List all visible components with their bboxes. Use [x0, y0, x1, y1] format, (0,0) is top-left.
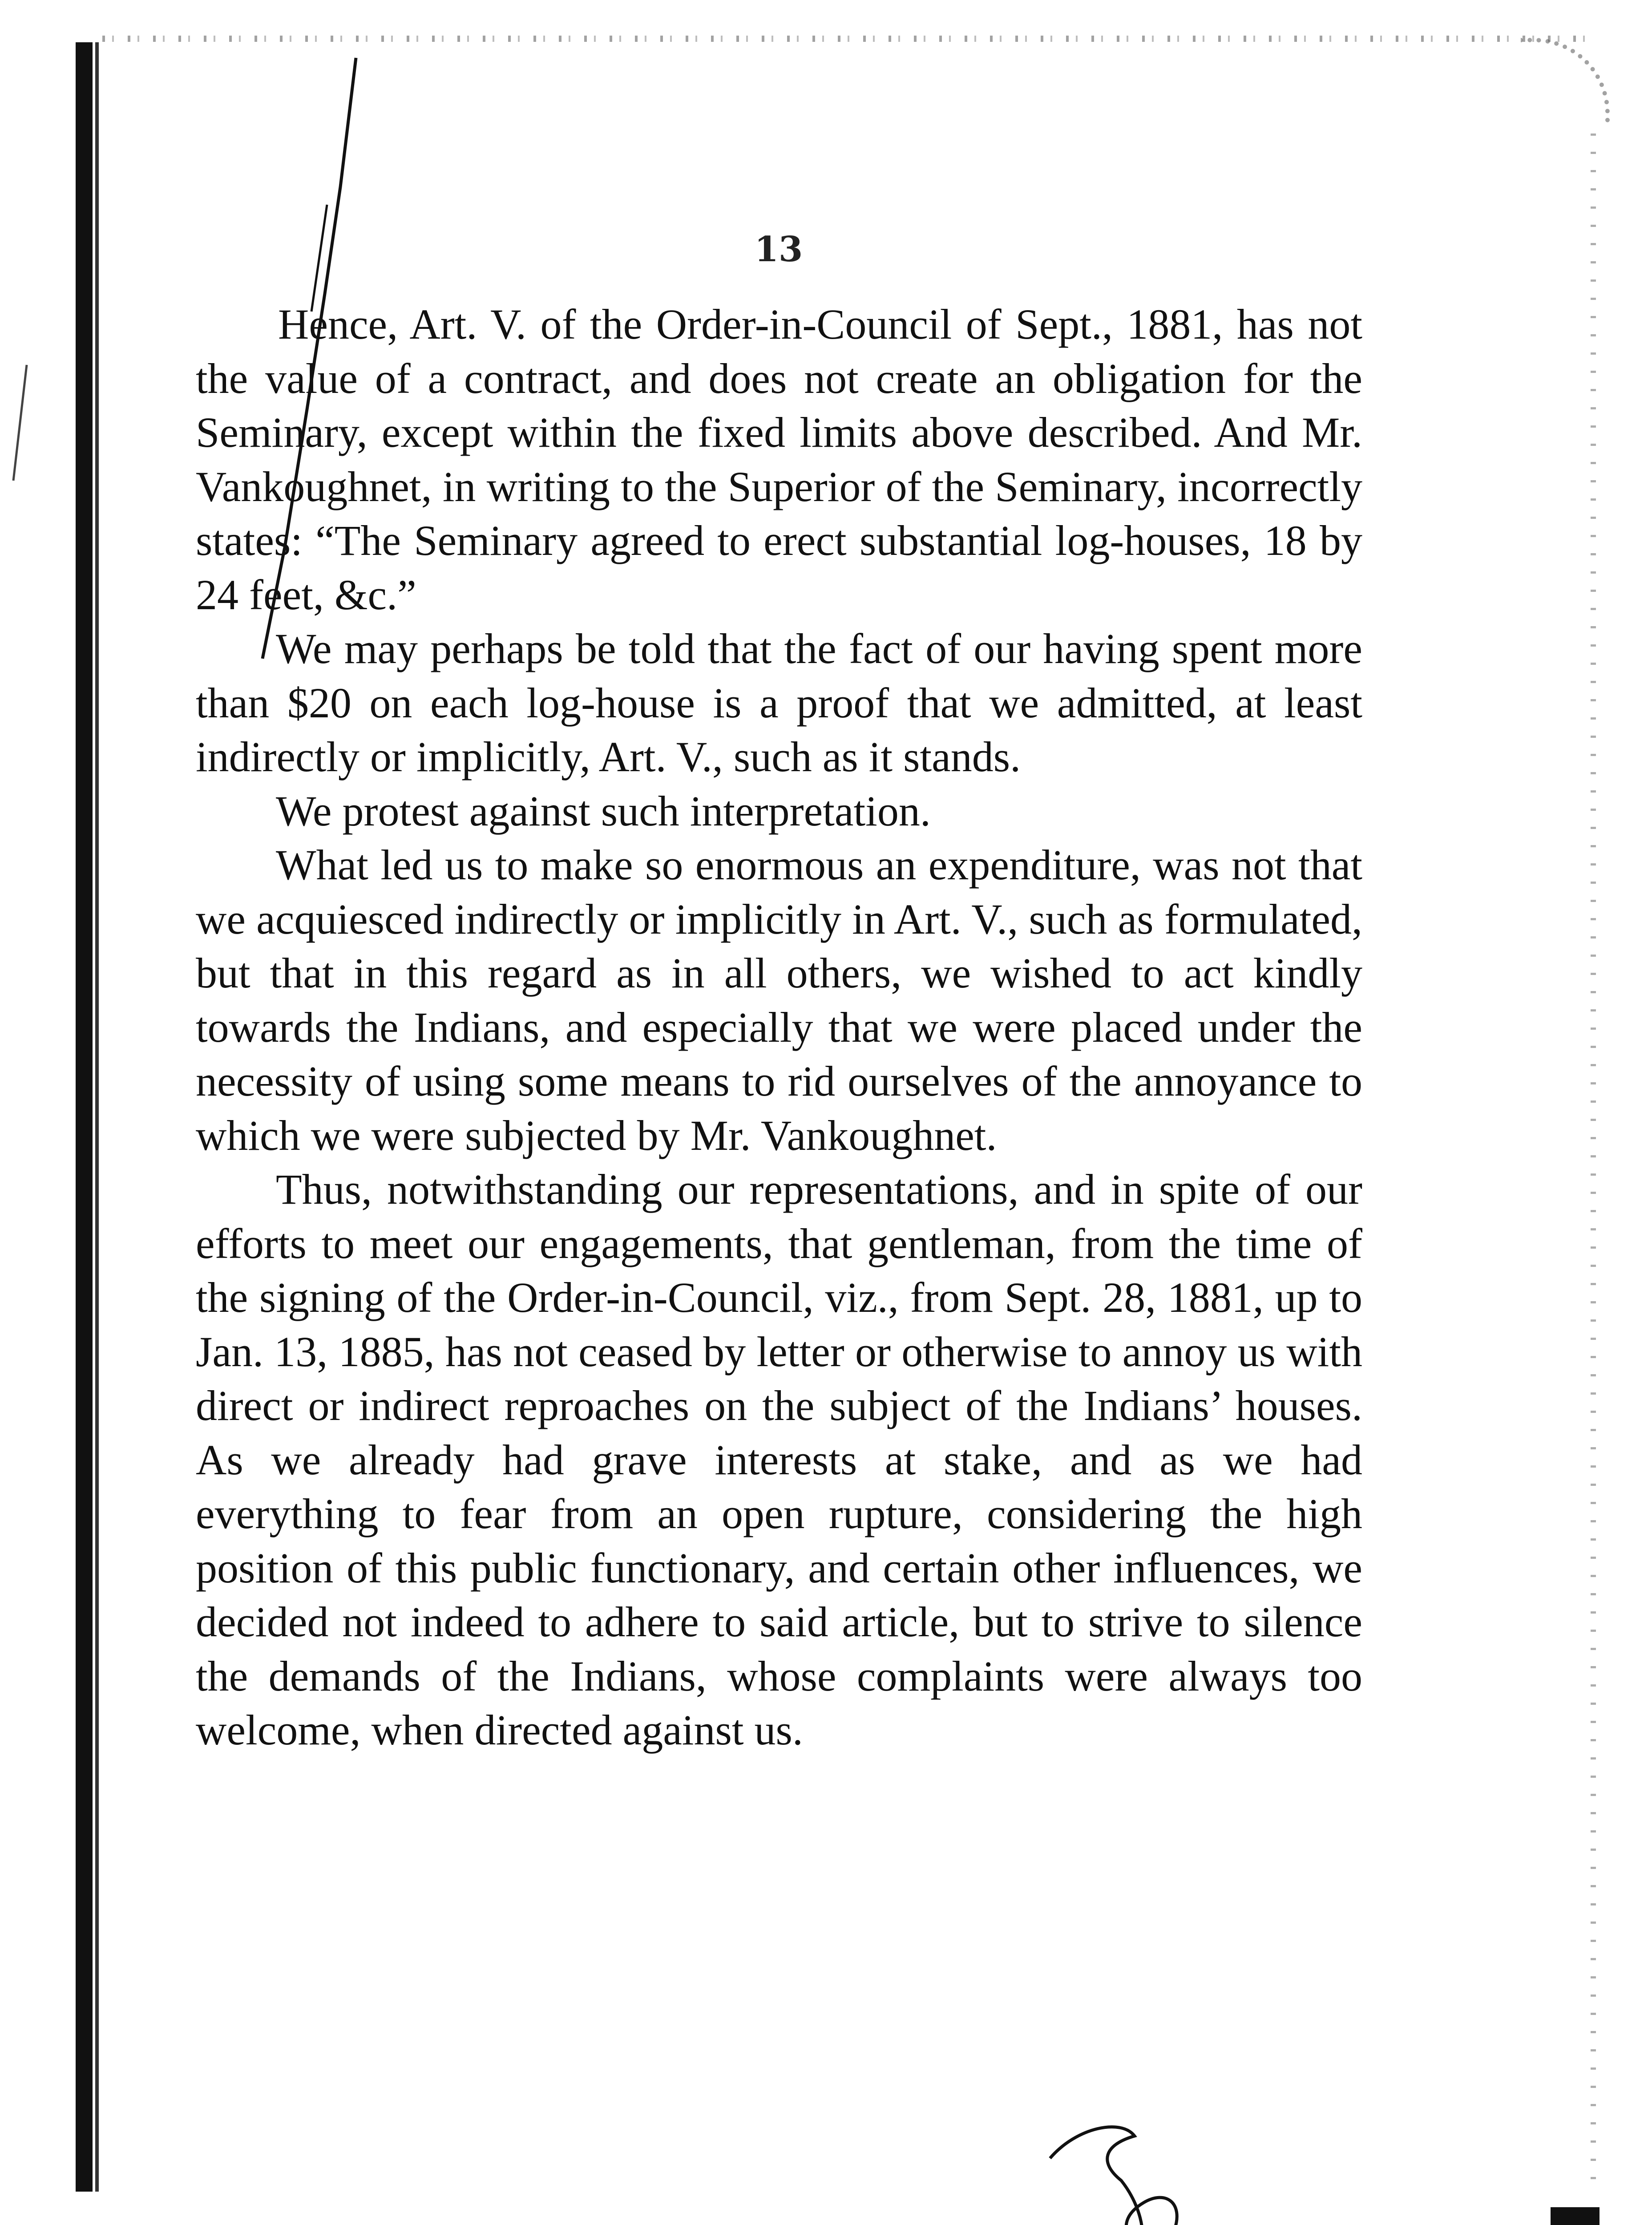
corner-shadow-block — [1551, 2207, 1599, 2225]
page-number: 13 — [754, 229, 803, 270]
page-corner-curl — [1521, 38, 1610, 122]
paragraph-4: What led us to make so enormous an expenditure, was not that we acquiesced indirectly or implicitly in Art. V., such as formulated, but that in this regard as in all others, we wished to act kindly towards the Indians, and especially that we were placed under the necessity of using some means to rid ourselves of the annoyance to which we were subjected by Mr. Vankoughnet. — [196, 841, 1362, 1159]
paragraph-5: Thus, notwithstanding our representations, and in spite of our efforts to meet our engagements, that gentleman, from the time of the signing of the Order-in-Council, viz., from Sept. 28, 1881, up to Jan. 13, 1885, has not ceased by letter or otherwise to annoy us with direct or indirect reproaches on the subject of the Indians’ houses. As we already had grave interests at stake, and as we had everything to fear from an open rupture, considering the high position of this public functionary, and certain other influences, we decided not indeed to adhere to said article, but to strive to silence the demands of the Indians, whose complaints were always too welcome, when directed against us. — [196, 1165, 1362, 1754]
bottom-scribble — [1050, 2127, 1177, 2225]
right-edge-speckle — [1591, 134, 1596, 2189]
paragraph-3: We protest against such interpretation. — [276, 787, 931, 835]
paragraph-1: Hence, Art. V. of the Order-in-Council of Sept., 1881, has not the value of a contract, and does not create an obligation for the Seminary, except within the fixed limits above described. And Mr. Vankoughnet, in writing to the Superior of the Seminary, incorrectly states: “The Seminary agreed to erect substantial log-houses, 18 by 24 feet, &c.” — [196, 300, 1362, 619]
left-margin-mark — [13, 365, 27, 481]
margin-pen-stroke-2 — [311, 205, 327, 312]
paragraph-2: We may perhaps be told that the fact of our having spent more than $20 on each log-house is a proof that we admitted, at least indirectly or implicitly, Art. V., such as it stands. — [196, 625, 1362, 781]
body-text — [196, 297, 1362, 1757]
top-edge-speckle — [102, 36, 1588, 42]
binding-shadow — [76, 42, 93, 2192]
binding-shadow-inner — [95, 42, 99, 2192]
